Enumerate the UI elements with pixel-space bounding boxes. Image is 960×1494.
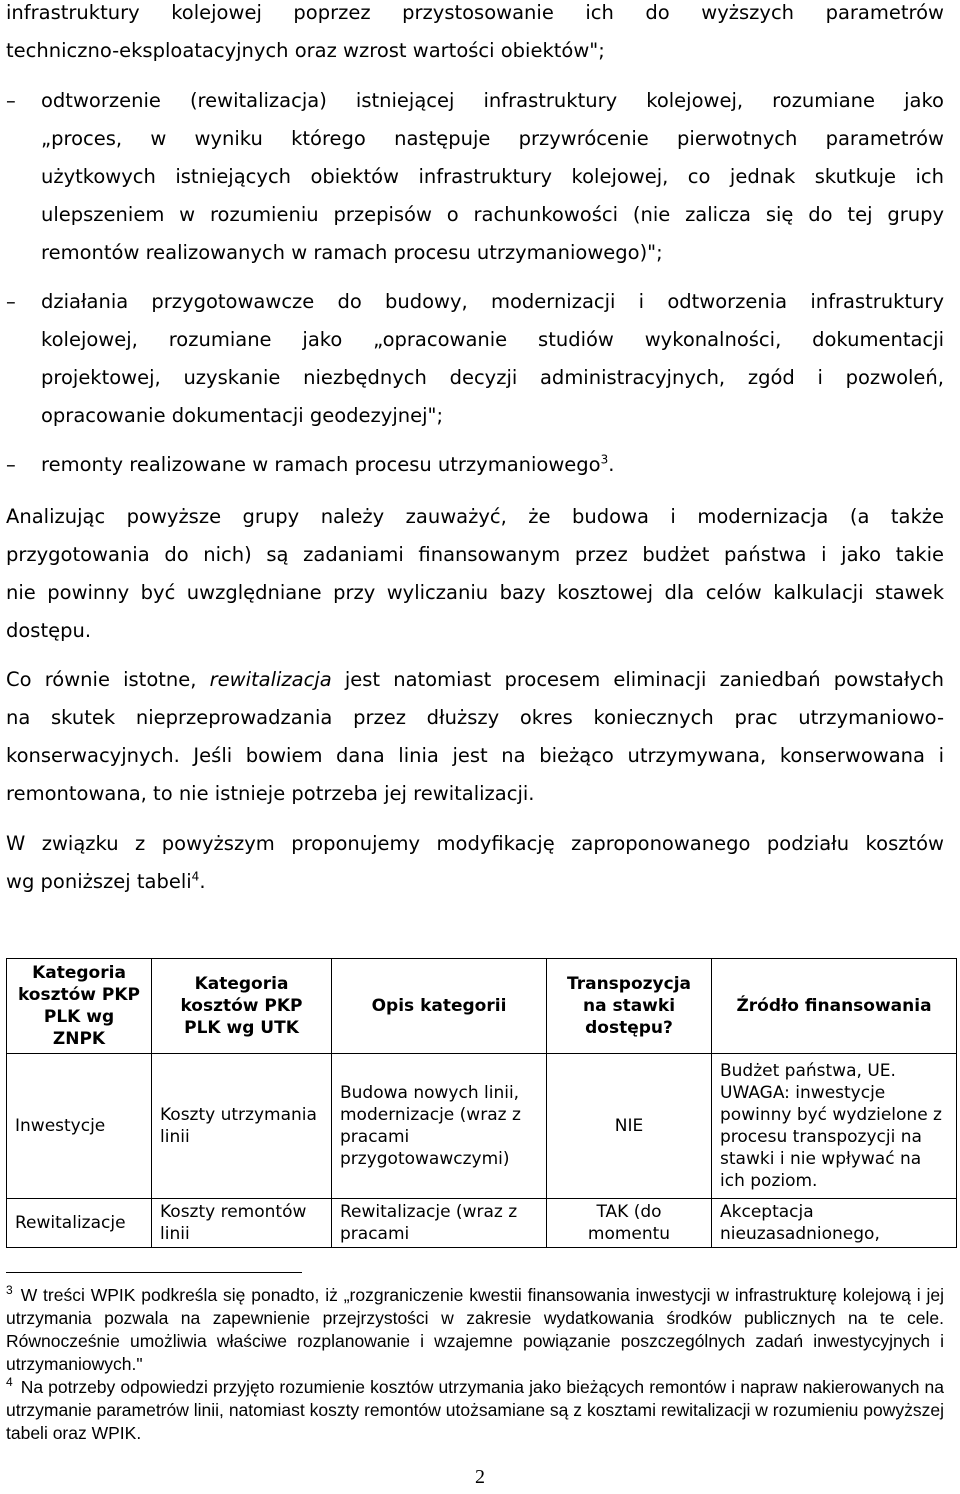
text-line: działania przygotowawcze do budowy, modernizacji i odtworzenia infrastruktury	[41, 290, 944, 313]
table-cell: NIE	[547, 1054, 712, 1199]
table-cell: Rewitalizacje	[7, 1199, 152, 1248]
footnote-ref[interactable]: 3	[600, 452, 609, 467]
table-cell: TAK (do momentu	[547, 1199, 712, 1248]
text-line: techniczno-eksploatacyjnych oraz wzrost wartości obiektów";	[6, 39, 605, 62]
column-header: Kategoria kosztów PKP PLK wg UTK	[152, 959, 332, 1054]
footnote-text: Na potrzeby odpowiedzi przyjęto rozumienie kosztów utrzymania jako bieżących remontów i napraw nakierowanych na utrzymanie parametrów linii, natomiast koszty remontów utożsamiane są z kosztami rewitalizacji w rozumieniu powyższej tabeli oraz WPIK.	[6, 1377, 944, 1443]
text-line: W związku z powyższym proponujemy modyfikację zaproponowanego podziału kosztów	[6, 832, 944, 855]
paragraph	[6, 661, 944, 813]
text-line: „proces, w wyniku którego następuje przywrócenie pierwotnych parametrów	[41, 127, 944, 150]
text-line: kolejowej, rozumiane jako „opracowanie studiów wykonalności, dokumentacji	[41, 328, 944, 351]
text-line: opracowanie dokumentacji geodezyjnej";	[41, 404, 444, 427]
text-line: konserwacyjnych. Jeśli bowiem dana linia jest na bieżąco utrzymywana, konserwowana i	[6, 744, 944, 767]
column-header: Kategoria kosztów PKP PLK wg ZNPK	[7, 959, 152, 1054]
column-header: Transpozycja na stawki dostępu?	[547, 959, 712, 1054]
text-line: przygotowania do nich) są zadaniami finansowanym przez budżet państwa i jako takie	[6, 543, 944, 566]
paragraph	[6, 498, 944, 650]
dash-marker: –	[6, 290, 16, 313]
bullet-item	[6, 283, 944, 435]
text-line: użytkowych istniejących obiektów infrastruktury kolejowej, co jednak skutkuje ich	[41, 165, 944, 188]
punctuation: .	[608, 453, 615, 476]
emphasis: rewitalizacja	[209, 668, 332, 691]
table-cell: Koszty remontów linii	[152, 1199, 332, 1248]
footnote	[6, 1284, 944, 1376]
table-cell: Budowa nowych linii, modernizacje (wraz z pracami przygotowawczymi)	[332, 1054, 547, 1199]
text-run: jest natomiast procesem eliminacji zaniedbań powstałych	[331, 668, 944, 691]
page-number: 2	[475, 1466, 485, 1488]
footnote-number: 4	[6, 1375, 13, 1390]
intro-text	[6, 0, 944, 70]
footnote-number: 3	[6, 1283, 13, 1298]
text-line: infrastruktury kolejowej poprzez przystosowanie ich do wyższych parametrów	[6, 1, 944, 24]
text-run: Co równie istotne,	[6, 668, 210, 691]
text-line: remontowana, to nie istnieje potrzeba jej rewitalizacji.	[6, 782, 535, 805]
text-line: dostępu.	[6, 619, 92, 642]
footnote-ref[interactable]: 4	[191, 869, 200, 884]
column-header: Opis kategorii	[332, 959, 547, 1054]
text-line: na skutek nieprzeprowadzania przez dłuższy okres koniecznych prac utrzymaniowo-	[6, 706, 944, 729]
table-cell: Rewitalizacje (wraz z pracami	[332, 1199, 547, 1248]
paragraph	[6, 825, 944, 901]
text-run: wg poniższej tabeli	[6, 870, 192, 893]
cost-categories-table	[6, 958, 957, 1248]
table-cell: Koszty utrzymania linii	[152, 1054, 332, 1199]
table-cell: Akceptacja nieuzasadnionego,	[712, 1199, 957, 1248]
footnotes	[6, 1284, 944, 1445]
footnote	[6, 1376, 944, 1445]
footnote-separator	[6, 1272, 302, 1273]
text-line	[6, 863, 944, 901]
text-line: nie powinny być uwzględniane przy wyliczaniu bazy kosztowej dla celów kalkulacji stawek	[6, 581, 944, 604]
text-line: Analizując powyższe grupy należy zauważyć, że budowa i modernizacja (a także	[6, 505, 944, 528]
footnote-text: W treści WPIK podkreśla się ponadto, iż „rozgraniczenie kwestii finansowania inwestycji w infrastrukturę kolejową i jej utrzymania pozwala na zapewnienie przejrzystości w zakresie wydatkowania środków publicznych na te cele. Równocześnie umożliwia właściwe rozplanowanie i wzajemne powiązanie poszczególnych zadań inwestycyjnych i utrzymaniowych."	[6, 1285, 944, 1374]
bullet-item	[6, 446, 944, 484]
text-line: remontów realizowanych w ramach procesu utrzymaniowego)";	[41, 241, 663, 264]
table-row	[7, 1054, 957, 1199]
dash-marker: –	[6, 89, 16, 112]
column-header: Źródło finansowania	[712, 959, 957, 1054]
text-line: remonty realizowane w ramach procesu utrzymaniowego	[41, 453, 601, 476]
text-line: odtworzenie (rewitalizacja) istniejącej infrastruktury kolejowej, rozumiane jako	[41, 89, 944, 112]
dash-marker: –	[6, 453, 16, 476]
text-line: projektowej, uzyskanie niezbędnych decyzji administracyjnych, zgód i pozwoleń,	[41, 366, 944, 389]
table-row	[7, 1199, 957, 1248]
table-cell: Budżet państwa, UE. UWAGA: inwestycje powinny być wydzielone z procesu transpozycji na stawki i nie wpływać na ich poziom.	[712, 1054, 957, 1199]
table-cell: Inwestycje	[7, 1054, 152, 1199]
text-line: ulepszeniem w rozumieniu przepisów o rachunkowości (nie zalicza się do tej grupy	[41, 203, 944, 226]
bullet-item	[6, 82, 944, 272]
table-header-row	[7, 959, 957, 1054]
punctuation: .	[199, 870, 206, 893]
text-line	[6, 661, 944, 699]
